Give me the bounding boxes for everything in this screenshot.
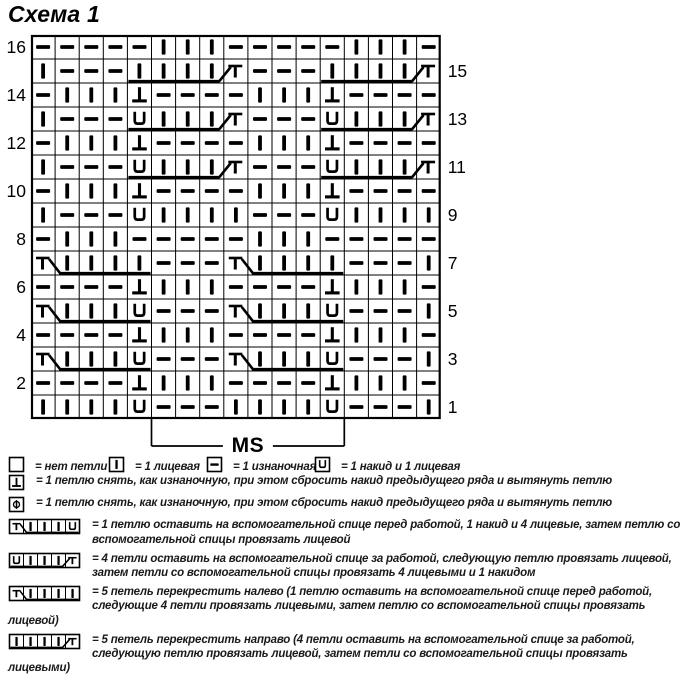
legend-item-cross-5-left: = 5 петель перекрестить налево (1 петлю оставить на вспомогательной спице перед работой, следующие 4 петли провязать лицевыми, затем петлю со вспомогательной спицы провязать лицевой) bbox=[8, 586, 652, 627]
svg-text:MS: MS bbox=[231, 434, 265, 457]
legend-item-slip-drop-alt: = 1 петлю снять, как изнаночную, при этом сбросить накид предыдущего ряда и вытянуть петлю bbox=[8, 496, 684, 510]
legend-row-basic bbox=[8, 456, 684, 474]
svg-text:3: 3 bbox=[447, 349, 458, 370]
yo-knit-icon bbox=[314, 456, 336, 478]
legend-item-cable-back-yo: = 4 петли оставить на вспомогательной спице за работой, следующую петлю провязать лицевой, затем петли со вспомогательной спицы провязать 4 лицевыми и 1 накидом bbox=[8, 552, 684, 580]
legend-item-slip-drop: = 1 петлю снять, как изнаночную, при этом сбросить накид предыдущего ряда и вытянуть петлю bbox=[8, 474, 684, 488]
svg-text:14: 14 bbox=[6, 85, 26, 106]
knit-icon bbox=[108, 456, 130, 478]
legend-item-cable-front-yo: = 1 петлю оставить на вспомогательной спице перед работой, 1 накид и 4 лицевые, затем петлю со вспомогательной спицы провязать лицевой bbox=[8, 518, 684, 546]
cross-5-right-icon bbox=[8, 633, 86, 655]
svg-text:4: 4 bbox=[16, 325, 26, 346]
legend-item-yo-knit: = 1 накид и 1 лицевая bbox=[314, 456, 460, 478]
svg-text:11: 11 bbox=[447, 157, 466, 178]
purl-icon bbox=[206, 456, 228, 478]
slip-drop-alt-icon bbox=[8, 496, 30, 518]
legend-item-no-stitch: = нет петли bbox=[8, 456, 107, 478]
svg-text:12: 12 bbox=[6, 133, 26, 154]
knitting-chart bbox=[0, 30, 480, 460]
legend bbox=[8, 456, 684, 678]
svg-text:10: 10 bbox=[6, 181, 26, 202]
svg-text:16: 16 bbox=[6, 37, 26, 58]
svg-text:9: 9 bbox=[447, 205, 458, 226]
no-stitch-icon bbox=[8, 456, 30, 478]
svg-text:15: 15 bbox=[447, 61, 468, 82]
svg-text:5: 5 bbox=[447, 301, 458, 322]
legend-item-cross-5-right: = 5 петель перекрестить направо (4 петли оставить на вспомогательной спице за работой, следующую петлю провязать лицевой, затем петли со вспомогательной спицы провязать лицевыми) bbox=[8, 633, 635, 675]
legend-item-purl: = 1 изнаночная bbox=[206, 456, 316, 478]
svg-text:8: 8 bbox=[16, 229, 26, 250]
chart-svg bbox=[0, 30, 480, 460]
page-title: Схема 1 bbox=[8, 1, 101, 27]
cable-front-yo-icon bbox=[8, 518, 86, 540]
svg-text:6: 6 bbox=[16, 277, 26, 298]
cable-back-yo-icon bbox=[8, 552, 86, 574]
legend-item-knit: = 1 лицевая bbox=[108, 456, 200, 478]
svg-text:13: 13 bbox=[447, 109, 468, 130]
svg-text:2: 2 bbox=[16, 373, 26, 394]
cross-5-left-icon bbox=[8, 585, 86, 607]
svg-text:7: 7 bbox=[447, 253, 458, 274]
svg-text:1: 1 bbox=[447, 397, 458, 418]
